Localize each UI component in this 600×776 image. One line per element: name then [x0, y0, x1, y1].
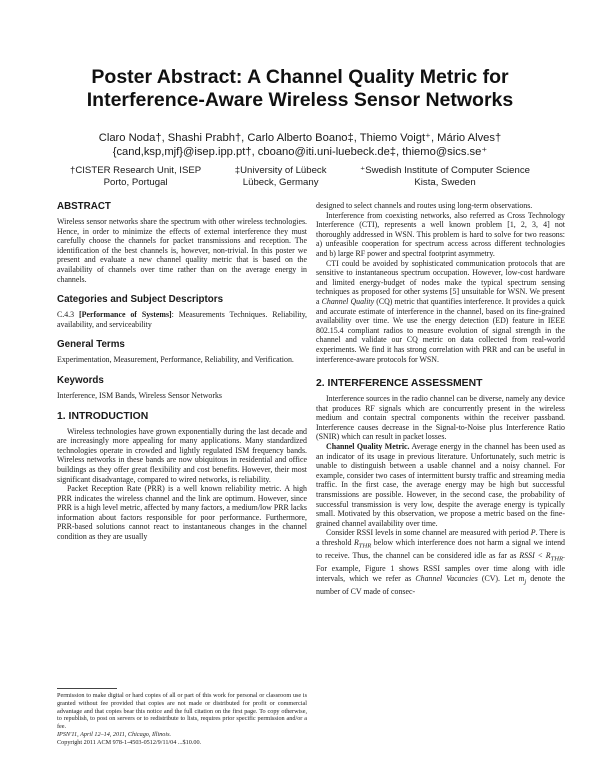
emphasis-term: Channel Quality	[321, 296, 375, 306]
affiliation-name: ⁺Swedish Institute of Computer Science	[360, 165, 530, 176]
permission-footnote	[57, 692, 307, 747]
category-desc: : Measurements Techniques. Reliability, availability, and serviceability	[57, 310, 308, 329]
keywords-heading: Keywords	[57, 374, 104, 386]
right-column	[316, 201, 565, 597]
text-run: (CQ) metric that quantifies interference. It provides a quick and accurate estimate of interference in the channel, based on its fine-grained availability over time. We use the energy detection (ED) feature in IEEE 802.15.4 compliant radios to measure evolution of signal strength in the channel and validate our CQ metric on data collected from real-world experiments. We find it has strong correlation with PRR and can be useful in interference-aware protocols for WSN.	[316, 296, 565, 364]
keywords-text: Interference, ISM Bands, Wireless Sensor Networks	[57, 390, 222, 400]
paper-title	[60, 66, 540, 112]
math-subscript: j	[524, 578, 527, 586]
author-names: Claro Noda†, Shashi Prabh†, Carlo Alberto Boano‡, Thiemo Voigt⁺, Mário Alves†	[98, 132, 502, 144]
venue-line: IPSN'11, April 12–14, 2011, Chicago, Illinois.	[57, 730, 172, 738]
category-code: C.4.3	[57, 310, 80, 320]
interference-paragraph-3	[316, 528, 565, 596]
paragraph-run-in-heading: Channel Quality Metric.	[326, 442, 410, 452]
math-subscript: THR	[358, 542, 372, 550]
intro-continued: designed to select channels and routes using long-term observations.	[316, 201, 533, 210]
affiliation-location: Lübeck, Germany	[242, 177, 319, 188]
interference-paragraph-2	[316, 442, 565, 528]
footnote-rule	[57, 688, 117, 689]
intro-paragraph-3: Interference from coexisting networks, also referred as Cross Technology Interference (CTI), represents a well known problem [1, 2, 3, 4] not thoroughly addressed in WSN. This problem is hard to solve for two reasons: a) unfeasible cooperation for spectrum access across different technologies and b) large RF power and spectral footprint asymmetry.	[316, 210, 565, 258]
intro-paragraph-2: Packet Reception Rate (PRR) is a well known reliability metric. A high PRR indicates the wireless channel and the link are optimum. However, since PRR is a high level metric, affected by many factors, a medium/low PRR lacks information about factors responsible for poor performance. Furthermore, PRR-based solutions cannot react to instantaneous changes in the channel condition as they are usually	[57, 484, 307, 542]
interference-paragraph-1: Interference sources in the radio channel can be diverse, namely any device that produces RF signals which are concurrently present in the wireless medium and contain spectral components within the receiver passband. Interference causes decrease in the Signal-to-Noise plus Interference Ratio (SNIR) which can result in packet losses.	[316, 394, 565, 442]
text-run: (CV). Let	[477, 573, 519, 583]
venue-text	[57, 731, 307, 739]
affiliation-name: †CISTER Research Unit, ISEP	[70, 165, 202, 176]
math-symbol: m	[518, 573, 525, 583]
text-run: Consider RSSI levels in some channel are measured with period	[326, 528, 531, 538]
text-run: . There is a threshold	[316, 528, 566, 547]
intro-paragraph-4	[316, 259, 565, 365]
general-terms-text: Experimentation, Measurement, Performance, Reliability, and Verification.	[57, 355, 294, 365]
text-run: below which interference does not harm a signal we intend to receive. Thus, the channel can be considered idle as far as	[316, 538, 565, 561]
emphasis-term: Channel Vacancies	[415, 573, 478, 583]
copyright-text: Copyright 2011 ACM 978-1-4503-0512/9/11/04 ...$10.00.	[57, 738, 202, 746]
math-expression: RSSI < R	[519, 551, 551, 561]
affiliations	[70, 165, 530, 189]
abstract-heading: ABSTRACT	[57, 201, 111, 212]
title-line-1: Poster Abstract: A Channel Quality Metric for	[91, 66, 509, 88]
affiliation-cister	[70, 165, 201, 189]
affiliation-location: Kista, Sweden	[414, 177, 476, 188]
categories-heading: Categories and Subject Descriptors	[57, 294, 224, 306]
math-subscript: THR	[550, 555, 564, 563]
text-run: CTI could be avoided by sophisticated communication protocols that are sensitive to instantaneous spectrum occupation. However, low-cost hardware and limited energy-budget of nodes make the typical spectrum sensing techniques as proposed for other systems [5] unsuitable for WSN. We present a	[316, 258, 565, 306]
general-terms-heading: General Terms	[57, 339, 125, 351]
author-emails: {cand,ksp,mjf}@isep.ipp.pt†, cboano@iti.uni-luebeck.de‡, thiemo@sics.se⁺	[112, 146, 488, 158]
introduction-heading: 1. INTRODUCTION	[57, 410, 149, 422]
title-line-2: Interference-Aware Wireless Sensor Networks	[86, 89, 514, 111]
text-run: denote the number of CV made of consec-	[316, 573, 566, 597]
affiliation-location: Porto, Portugal	[103, 177, 168, 188]
left-column	[57, 201, 307, 542]
affiliation-luebeck	[235, 165, 327, 189]
text-run: . For example, Figure 1 shows RSSI samples over time along with idle intervals, which we refer as	[316, 551, 565, 583]
categories-text	[57, 310, 307, 329]
abstract-text: Wireless sensor networks share the spectrum with other wireless technologies. Hence, in order to minimize the effects of external interference they must carefully choose the channels for packet transmissions and reception. The identification of the best channels is, however, non-trivial. In this poster we present and evaluate a new channel quality metric that is based on the availability of channels over time rather than on the average energy in channels.	[57, 217, 307, 284]
permission-text: Permission to make digital or hard copies of all or part of this work for personal or classroom use is granted without fee provided that copies are not made or distributed for profit or commercial advantage and that copies bear this notice and the full citation on the first page. To copy otherwise, to republish, to post on servers or to redistribute to lists, requires prior specific permission and/or a fee.	[57, 692, 307, 731]
intro-paragraph-1: Wireless technologies have grown exponentially during the last decade and are increasingly more appealing for many applications. Many standardized technologies operate in crowded and lightly regulated ISM frequency bands. Wireless networks in these bands are now ubiquitous in residential and office buildings as they offer great flexibility and cost benefits. However, their most significant disadvantage, compared to wired networks, is reliability.	[57, 426, 307, 484]
interference-heading: 2. INTERFERENCE ASSESSMENT	[316, 378, 483, 390]
category-bold: [Performance of Systems]	[79, 310, 172, 320]
affiliation-name: ‡University of Lübeck	[234, 165, 327, 176]
author-block	[60, 131, 540, 159]
text-run: Average energy in the channel has been used as an indicator of its usage in previous literature. Unfortunately, such metric is unable to distinguish between a usable channel and a noisy channel. For example, consider two cases of intermittent bursty traffic and streaming media traffic. In the first case, the average energy may be high but successful transmissions are possible. However, in the second case, the probability of successful transmission is very low, despite the average energy is typically small. Motivated by this observation, we propose a metric based on the fine-grained channel availability over time.	[316, 442, 566, 528]
math-symbol: R	[353, 538, 359, 547]
math-symbol: P	[530, 528, 536, 538]
affiliation-sics	[360, 165, 530, 189]
